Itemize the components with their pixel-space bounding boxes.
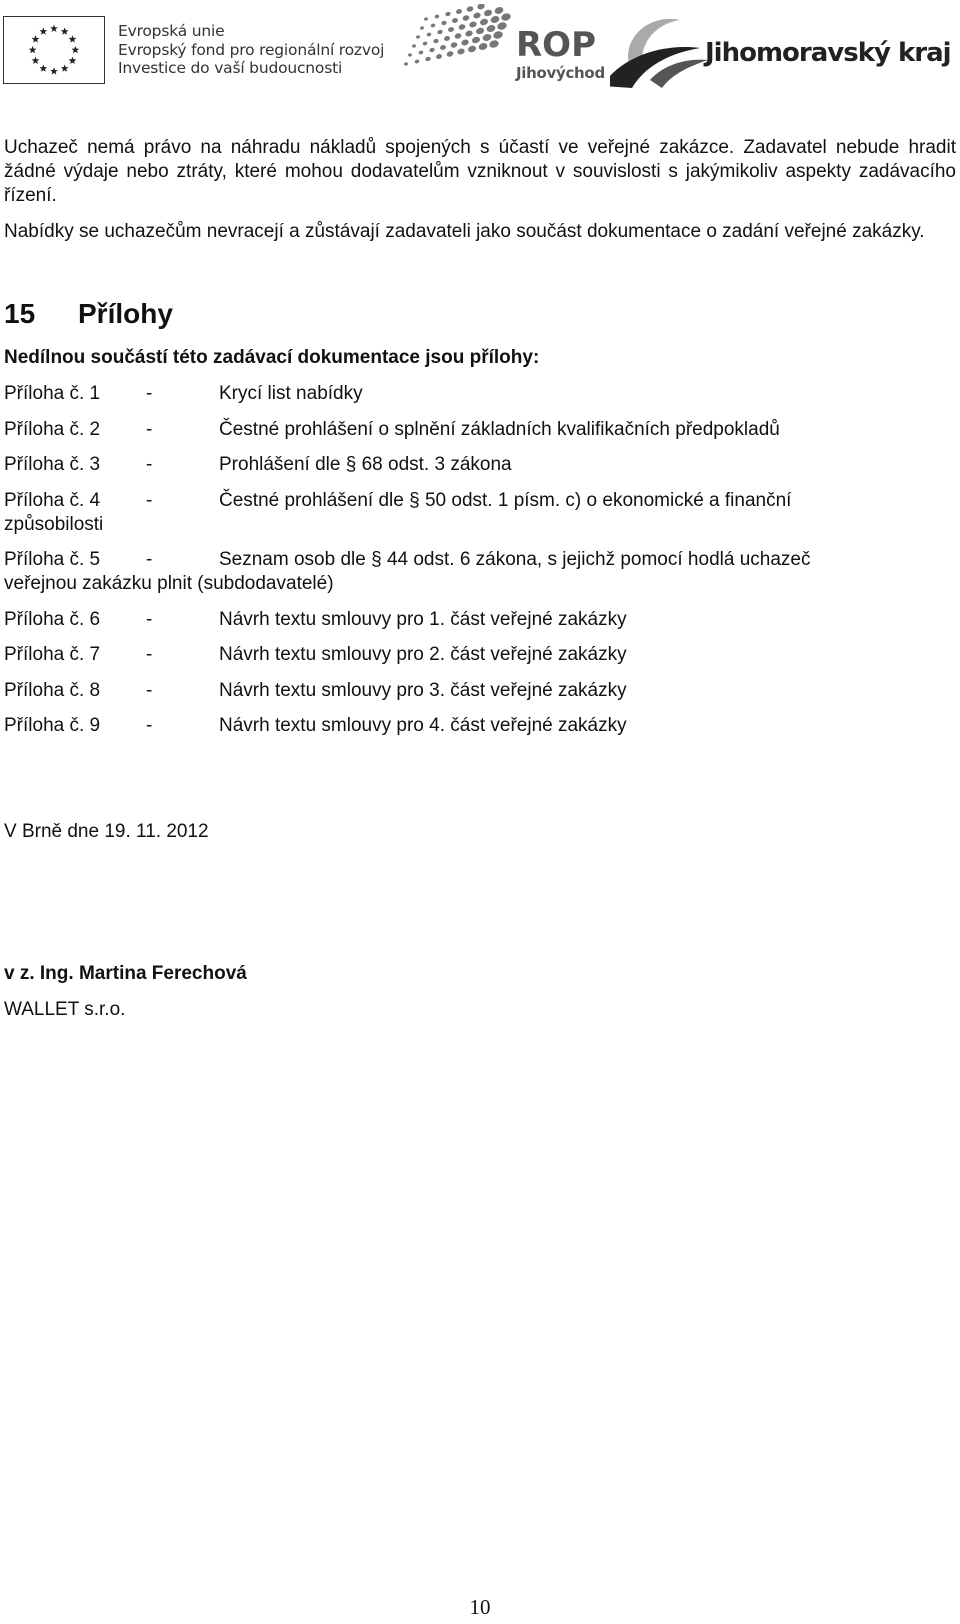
attachment-label: Příloha č. 2 xyxy=(4,419,101,440)
attachment-text: Návrh textu smlouvy pro 4. část veřejné zakázky xyxy=(219,715,627,736)
attachment-label: Příloha č. 6 xyxy=(4,609,101,630)
attachment-label: Příloha č. 8 xyxy=(4,680,101,701)
attachment-dash: - xyxy=(146,680,153,701)
attachment-dash: - xyxy=(146,549,153,570)
section-heading xyxy=(4,298,173,329)
attachment-text: Návrh textu smlouvy pro 1. část veřejné zakázky xyxy=(219,609,627,630)
attachment-label: Příloha č. 5 xyxy=(4,549,101,570)
attachment-label: Příloha č. 4 xyxy=(4,490,101,511)
eu-line-3: Investice do vaší budoucnosti xyxy=(118,59,343,77)
jihomoravsky-kraj-logo-icon xyxy=(610,8,710,88)
attachment-dash: - xyxy=(146,383,153,404)
attachment-dash: - xyxy=(146,490,153,511)
attachment-label: Příloha č. 7 xyxy=(4,644,101,665)
attachment-text: Návrh textu smlouvy pro 2. část veřejné zakázky xyxy=(219,644,627,665)
rop-title: ROP xyxy=(516,25,597,65)
attachment-dash: - xyxy=(146,454,153,475)
eu-line-1: Evropská unie xyxy=(118,22,225,40)
attachment-label: Příloha č. 3 xyxy=(4,454,101,475)
region-name: Jihomoravský kraj xyxy=(705,38,951,68)
attachment-text-continued: způsobilosti xyxy=(4,514,104,535)
attachment-text: Krycí list nabídky xyxy=(219,383,363,404)
attachment-text: Prohlášení dle § 68 odst. 3 zákona xyxy=(219,454,512,475)
page-header xyxy=(0,0,960,100)
section-number: 15 xyxy=(4,298,36,329)
eu-stars-icon xyxy=(3,16,105,84)
attachment-dash: - xyxy=(146,609,153,630)
place-date: V Brně dne 19. 11. 2012 xyxy=(4,821,209,842)
rop-subtitle: Jihovýchod xyxy=(516,64,605,82)
attachment-dash: - xyxy=(146,644,153,665)
attachment-label: Příloha č. 9 xyxy=(4,715,101,736)
attachment-text: Návrh textu smlouvy pro 3. část veřejné zakázky xyxy=(219,680,627,701)
attachment-text: Čestné prohlášení dle § 50 odst. 1 písm. c) o ekonomické a finanční xyxy=(219,490,792,511)
attachment-label: Příloha č. 1 xyxy=(4,383,101,404)
attachment-text-continued: veřejnou zakázku plnit (subdodavatelé) xyxy=(4,573,334,594)
paragraph-costs: Uchazeč nemá právo na náhradu nákladů spojených s účastí ve veřejné zakázce. Zadavatel nebude hradit žádné výdaje nebo ztráty, které mohou dodavatelům vzniknout v souvislosti s jakýmikoliv aspekty zadávacího řízení. xyxy=(4,137,956,206)
paragraph-offers: Nabídky se uchazečům nevracejí a zůstávají zadavateli jako součást dokumentace o zadání veřejné zakázky. xyxy=(4,221,925,242)
attachment-text: Čestné prohlášení o splnění základních kvalifikačních předpokladů xyxy=(219,419,780,440)
attachment-dash: - xyxy=(146,419,153,440)
attachments-heading: Nedílnou součástí této zadávací dokumentace jsou přílohy: xyxy=(4,347,540,368)
eu-line-2: Evropský fond pro regionální rozvoj xyxy=(118,40,385,59)
company-name: WALLET s.r.o. xyxy=(4,999,126,1020)
attachment-dash: - xyxy=(146,715,153,736)
eu-fund-text xyxy=(118,22,384,78)
page-number: 10 xyxy=(469,1595,491,1619)
section-title: Přílohy xyxy=(78,298,173,329)
attachment-text: Seznam osob dle § 44 odst. 6 zákona, s jejichž pomocí hodlá uchazeč xyxy=(219,549,811,570)
signer-name: v z. Ing. Martina Ferechová xyxy=(4,963,247,984)
